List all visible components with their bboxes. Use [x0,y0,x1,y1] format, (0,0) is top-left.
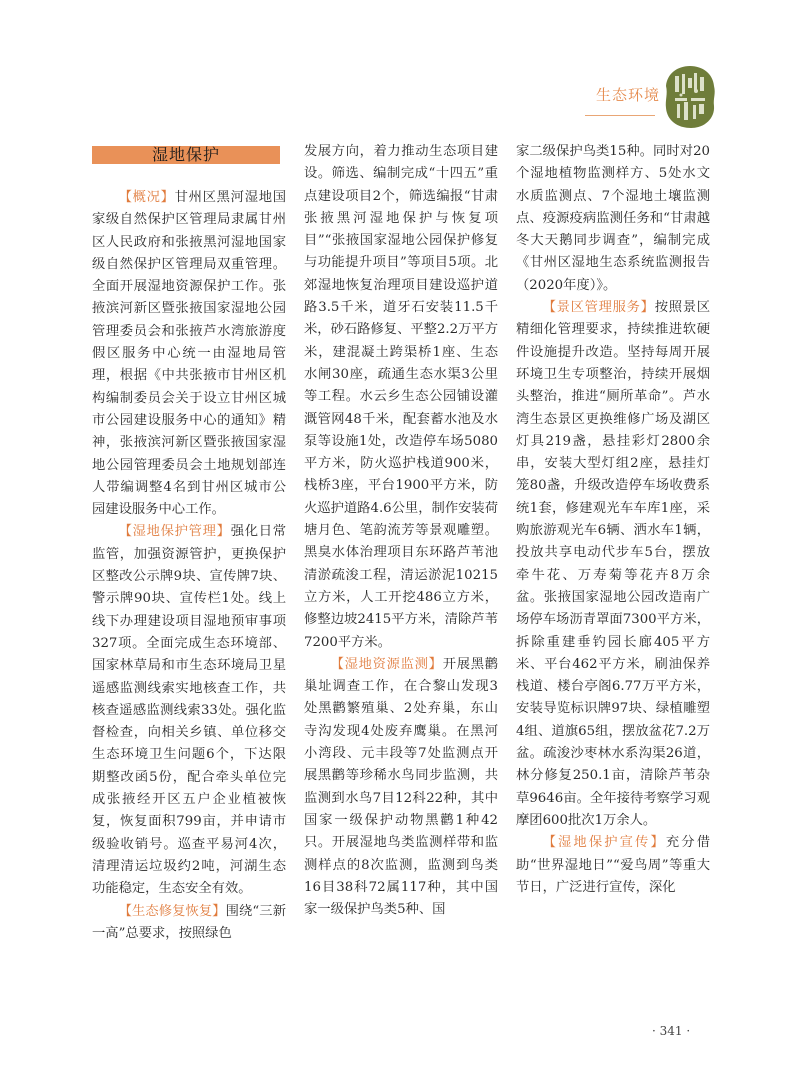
header-rule [585,115,655,116]
paragraph [92,521,286,900]
column-3 [516,141,710,899]
paragraph [92,187,286,521]
paragraph-text: 充分借助“世界湿地日”“爱鸟周”等重大节日，广泛进行宣传，深化 [516,835,711,895]
column-2 [304,141,498,921]
paragraph-text: 按照景区精细化管理要求，持续推进软硬件设施提升改造。坚持每周开展环境卫生专项整治，持续开展烟头整治，推进“厕所革命”。芦水湾生态景区更换维修广场及湖区灯具219盏，悬挂彩灯2800余串，安装大型灯组2座，悬挂灯笼80盏，升级改造停车场收费系统1套，修建观光车车库1座，采购旅游观光车6辆、洒水车1辆，投放共享电动代步车5台，摆放牵牛花、万寿菊等花卉8万余盆。张掖国家湿地公园改造南广场停车场沥青罩面7300平方米，拆除重建垂钓园长廊405平方米、平台462平方米，刷油保养栈道、楼台亭阁6.77万平方米，安装导览标识牌97块、绿植雕塑4组、道旗65组，摆放盆花7.2万盆。疏浚沙枣林水系沟渠26道，林分修复250.1亩，清除芦苇杂草9646亩。全年接待考察学习观摩团600批次1万余人。 [516,300,711,828]
paragraph-text: 开展黑鹳巢址调查工作，在合黎山发现3处黑鹳繁殖巢、2处弃巢，东山寺沟发现4处废弃鹰巢。在黑河小湾段、元丰段等7处监测点开展黑鹳等珍稀水鸟同步监测，共监测到水鸟7目12科22种，其中国家一级保护动物黑鹳1种42只。开展湿地鸟类监测样带和监测样点的8次监测，监测到鸟类16目38科72属117种，其中国家一级保护鸟类5种、国 [304,656,499,918]
paragraph-tag: 【生态修复恢复】 [118,903,226,919]
header-section-label: 生态环境 [596,86,661,104]
page-number: · 341 · [652,1024,691,1038]
paragraph [516,297,710,832]
section-title-bar [92,146,280,164]
paragraph-tag: 【概况】 [118,190,175,205]
seal-stamp-icon [663,64,717,130]
paragraph-text: 围绕“三新一高”总要求，按照绿色 [92,903,286,941]
paragraph-tag: 【湿地保护宣传】 [542,835,666,851]
paragraph-tag: 【湿地资源监测】 [330,656,443,672]
paragraph-text: 家二级保护鸟类15种。同时对20个湿地植物监测样方、5处水文水质监测点、7个湿地土壤监测点、疫源疫病监测任务和“甘肃越冬大天鹅同步调查”，编制完成《甘州区湿地生态系统监测报告（2020年度）》。 [516,144,710,293]
paragraph-tag: 【湿地保护管理】 [118,524,231,540]
section-title: 湿地保护 [151,145,220,164]
paragraph-text: 强化日常监管，加强资源管护，更换保护区整改公示牌9块、宣传牌7块、警示牌90块、宣传栏1处。线上线下办理建设项目湿地预审事项327项。全面完成生态环境部、国家林草局和市生态环境局卫星遥感监测线索实地核查工作，共核查遥感监测线索33处。强化监督检查，向相关乡镇、单位移交生态环境卫生问题6个，下达限期整改函5份，配合牵头单位完成张掖经开区五户企业植被恢复，恢复面积799亩，并申请市级验收销号。巡查平易河4次，清理清运垃圾约2吨，河湖生态功能稳定，生态安全有效。 [92,524,287,897]
paragraph [92,901,286,946]
paragraph [304,654,498,922]
paragraph-text: 发展方向，着力推动生态项目建设。筛选、编制完成“十四五”重点建设项目2个，筛选编报“甘肃张掖黑河湿地保护与恢复项目”“张掖国家湿地公园保护修复与功能提升项目”等项目5项。北郊湿地恢复治理项目建设巡护道路3.5千米，道牙石安装11.5千米，砂石路修复、平整2.2万平方米，建混凝土跨渠桥1座、生态水闸30座，疏通生态水渠3公里等工程。水云乡生态公园铺设灌溉管网48千米，配套蓄水池及水泵等设施1处，改造停车场5080平方米，防火巡护栈道900米，栈桥3座，平台1900平方米，防火巡护道路4.6公里，制作安装荷塘月色、笔韵流芳等景观雕塑。黑臭水体治理项目东环路芦苇池清淤疏浚工程，清运淤泥10215立方米，人工开挖486立方米，修整边坡2415平方米，清除芦苇7200平方米。 [304,144,499,650]
column-1 [92,187,286,945]
paragraph [516,832,710,899]
paragraph-text: 甘州区黑河湿地国家级自然保护区管理局隶属甘州区人民政府和张掖黑河湿地国家级自然保护区管理局双重管理。全面开展湿地资源保护工作。张掖滨河新区暨张掖国家湿地公园管理委员会和张掖芦水湾旅游度假区服务中心统一由湿地局管理，根据《中共张掖市甘州区机构编制委员会关于设立甘州区城市公园建设服务中心的通知》精神，张掖滨河新区暨张掖国家湿地公园管理委员会土地规划部连人带编调整4名到甘州区城市公园建设服务中心工作。 [92,190,287,518]
paragraph-tag: 【景区管理服务】 [542,300,655,316]
paragraph [304,141,498,654]
paragraph [516,141,710,297]
